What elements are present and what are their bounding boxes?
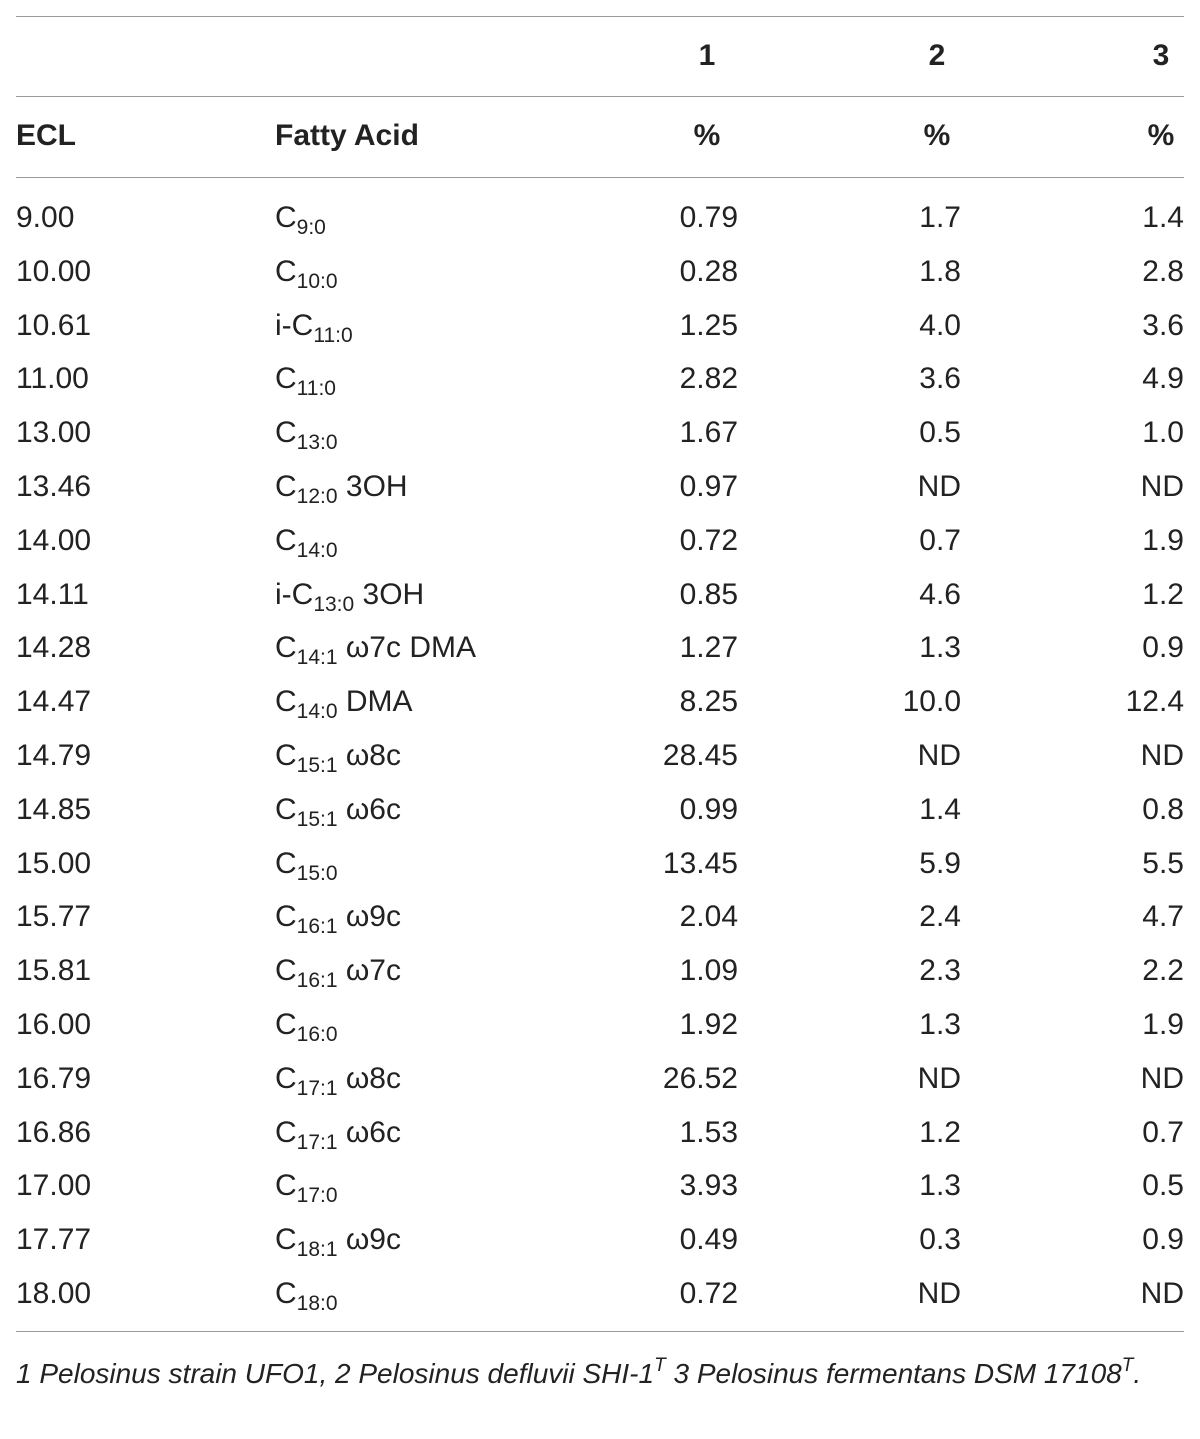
table-row: [0, 890, 1200, 944]
ecl-cell: 16.86: [16, 1115, 92, 1149]
fatty-acid-subscript: 14:0: [296, 700, 338, 724]
fatty-acid-subscript: 15:0: [296, 861, 338, 885]
strain-2-value: 1.8: [919, 254, 961, 288]
fatty-acid-subscript: 17:1: [296, 1130, 338, 1154]
fatty-acid-subscript: 16:1: [296, 969, 338, 993]
table-row: [0, 621, 1200, 675]
strain-2-value: 2.3: [919, 954, 961, 988]
strain-1-value: 1.67: [679, 416, 738, 450]
strain-3-value: ND: [1140, 1277, 1184, 1310]
ecl-cell: 13.00: [16, 416, 92, 450]
fatty-acid-subscript: 16:0: [296, 1023, 338, 1046]
strain-1-value: 0.49: [679, 1223, 738, 1257]
strain-2-value: 0.7: [919, 523, 961, 557]
strain-2-value: 1.3: [919, 631, 961, 665]
strain-3-value: 0.5: [1142, 1169, 1184, 1203]
strain-1-value: 0.72: [679, 1277, 738, 1310]
strain-1-value: 1.92: [679, 1008, 738, 1041]
ecl-cell: 9.00: [16, 201, 75, 234]
strain-1-value: 1.25: [679, 308, 738, 342]
ecl-cell: 17.77: [16, 1223, 92, 1257]
strain-1-value: 3.93: [679, 1169, 738, 1203]
ecl-cell: 10.61: [16, 308, 92, 342]
fatty-acid-cell: [275, 406, 338, 463]
header-strain-3: 3: [1152, 39, 1170, 72]
table-row: [0, 245, 1200, 299]
strain-2-value: 5.9: [919, 846, 961, 880]
fatty-acid-cell: [275, 1213, 401, 1270]
table-row: [0, 299, 1200, 353]
ecl-cell: 14.85: [16, 792, 92, 826]
fatty-acid-cell: [275, 998, 338, 1055]
table-row: [0, 406, 1200, 460]
header-row-strains: [0, 29, 1200, 83]
fatty-acid-suffix: ω7c: [337, 954, 401, 988]
strain-2-value: ND: [917, 739, 961, 772]
strain-3-value: 0.9: [1142, 631, 1184, 665]
fatty-acid-suffix: ω8c: [337, 1061, 401, 1095]
fatty-acid-subscript: 17:0: [296, 1184, 338, 1208]
strain-1-value: 8.25: [679, 685, 738, 719]
table-row: [0, 998, 1200, 1052]
strain-1-value: 1.27: [679, 631, 738, 665]
fatty-acid-cell: [275, 729, 401, 786]
fatty-acid-subscript: 11:0: [313, 323, 353, 347]
strain-3-value: 1.9: [1142, 523, 1184, 557]
strain-3-value: ND: [1140, 1061, 1184, 1095]
fatty-acid-base: C: [275, 523, 297, 557]
footnote-text-2: 3 Pelosinus fermentans DSM 17108: [665, 1358, 1122, 1389]
fatty-acid-base: C: [275, 954, 297, 988]
fatty-acid-base: C: [275, 470, 297, 503]
strain-3-value: 0.9: [1142, 1223, 1184, 1257]
fatty-acid-base: C: [275, 1223, 297, 1257]
header-unit-2: %: [923, 119, 951, 152]
fatty-acid-suffix: ω7c DMA: [337, 631, 476, 665]
strain-2-value: 3.6: [919, 362, 961, 396]
fatty-acid-base: C: [275, 254, 297, 288]
strain-1-value: 2.04: [679, 900, 738, 934]
fatty-acid-cell: [275, 783, 401, 840]
fatty-acid-base: C: [275, 1115, 297, 1149]
fatty-acid-cell: [275, 245, 338, 302]
fatty-acid-base: C: [275, 1277, 297, 1310]
strain-2-value: 1.7: [919, 201, 961, 234]
strain-2-value: 1.2: [919, 1115, 961, 1149]
strain-2-value: 2.4: [919, 900, 961, 934]
strain-3-value: 1.4: [1142, 201, 1184, 234]
strain-2-value: 4.0: [919, 308, 961, 342]
fatty-acid-cell: [275, 568, 424, 625]
fatty-acid-cell: [275, 890, 401, 947]
fatty-acid-base: C: [275, 1061, 297, 1095]
fatty-acid-cell: [275, 1267, 338, 1324]
fatty-acid-suffix: 3OH: [354, 577, 425, 611]
ecl-cell: 16.79: [16, 1061, 92, 1095]
table-row: [0, 837, 1200, 891]
table-row: [0, 729, 1200, 783]
fatty-acid-cell: [275, 191, 326, 248]
table-row: [0, 1052, 1200, 1106]
ecl-cell: 14.47: [16, 685, 92, 719]
table-row: [0, 1106, 1200, 1160]
strain-2-value: 1.3: [919, 1169, 961, 1203]
fatty-acid-suffix: ω6c: [337, 792, 401, 826]
table-row: [0, 352, 1200, 406]
ecl-cell: 15.00: [16, 846, 92, 880]
strain-3-value: 1.2: [1142, 577, 1184, 611]
strain-2-value: 10.0: [902, 685, 961, 719]
fatty-acid-subscript: 9:0: [296, 216, 326, 239]
table-row: [0, 191, 1200, 245]
ecl-cell: 13.46: [16, 470, 92, 503]
strain-2-value: 0.5: [919, 416, 961, 450]
fatty-acid-base: C: [275, 900, 297, 934]
fatty-acid-cell: [275, 675, 413, 732]
strain-3-value: ND: [1140, 470, 1184, 503]
strain-3-value: 2.2: [1142, 954, 1184, 988]
ecl-cell: 14.00: [16, 523, 92, 557]
header-unit-1: %: [693, 119, 721, 152]
footnote-text-1: 1 Pelosinus strain UFO1, 2 Pelosinus defluvii SHI-1: [16, 1358, 655, 1389]
header-strain-1: 1: [698, 39, 716, 72]
fatty-acid-suffix: ω9c: [337, 900, 401, 934]
fatty-acid-cell: [275, 837, 338, 894]
footnote-sup-2: T: [1121, 1355, 1134, 1376]
fatty-acid-subscript: 13:0: [313, 592, 355, 616]
fatty-acid-suffix: DMA: [337, 685, 413, 719]
fatty-acid-cell: [275, 460, 408, 517]
fatty-acid-suffix: ω8c: [337, 739, 401, 772]
fatty-acid-cell: [275, 352, 336, 409]
fatty-acid-cell: [275, 1106, 401, 1163]
fatty-acid-subscript: 18:1: [296, 1238, 338, 1262]
table-row: [0, 1159, 1200, 1213]
strain-2-value: 0.3: [919, 1223, 961, 1257]
fatty-acid-subscript: 16:1: [296, 915, 338, 939]
ecl-cell: 14.28: [16, 631, 92, 665]
ecl-cell: 17.00: [16, 1169, 92, 1203]
fatty-acid-subscript: 11:0: [296, 377, 336, 401]
strain-3-value: 0.8: [1142, 792, 1184, 826]
strain-3-value: 0.7: [1142, 1115, 1184, 1149]
strain-3-value: 1.9: [1142, 1008, 1184, 1041]
fatty-acid-base: C: [275, 685, 297, 719]
strain-2-value: 4.6: [919, 577, 961, 611]
table-top-rule: [16, 16, 1184, 17]
strain-3-value: 3.6: [1142, 308, 1184, 342]
header-ecl: ECL: [16, 119, 76, 152]
strain-1-value: 1.09: [679, 954, 738, 988]
strain-1-value: 1.53: [679, 1115, 738, 1149]
fatty-acid-base: C: [275, 1169, 297, 1203]
ecl-cell: 18.00: [16, 1277, 92, 1310]
strain-1-value: 0.72: [679, 523, 738, 557]
ecl-cell: 14.11: [16, 577, 89, 611]
fatty-acid-base: i-C: [275, 308, 314, 342]
footnote-text-3: .: [1133, 1358, 1142, 1389]
table-row: [0, 1267, 1200, 1321]
fatty-acid-subscript: 15:1: [296, 754, 338, 777]
fatty-acid-base: i-C: [275, 577, 314, 611]
fatty-acid-subscript: 14:1: [296, 646, 338, 670]
fatty-acid-subscript: 12:0: [296, 485, 338, 508]
table-row: [0, 783, 1200, 837]
fatty-acid-base: C: [275, 416, 297, 450]
strain-1-value: 0.28: [679, 254, 738, 288]
strain-3-value: 5.5: [1142, 846, 1184, 880]
header-mid-rule: [16, 96, 1184, 97]
strain-1-value: 28.45: [662, 739, 738, 772]
header-row-columns: [0, 109, 1200, 163]
fatty-acid-base: C: [275, 201, 297, 234]
strain-2-value: 1.4: [919, 792, 961, 826]
fatty-acid-base: C: [275, 846, 297, 880]
strain-3-value: 4.7: [1142, 900, 1184, 934]
fatty-acid-base: C: [275, 739, 297, 772]
table-row: [0, 568, 1200, 622]
table-row: [0, 944, 1200, 998]
table-row: [0, 1213, 1200, 1267]
fatty-acid-subscript: 15:1: [296, 807, 338, 831]
strain-2-value: 1.3: [919, 1008, 961, 1041]
strain-1-value: 26.52: [662, 1061, 738, 1095]
fatty-acid-cell: [275, 299, 353, 356]
fatty-acid-suffix: 3OH: [337, 470, 408, 503]
fatty-acid-subscript: 13:0: [296, 431, 338, 455]
fatty-acid-subscript: 18:0: [296, 1292, 338, 1315]
header-fatty-acid: Fatty Acid: [275, 119, 419, 152]
table-row: [0, 675, 1200, 729]
fatty-acid-base: C: [275, 1008, 297, 1041]
fatty-acid-cell: [275, 621, 476, 678]
fatty-acid-subscript: 17:1: [296, 1076, 338, 1100]
strain-3-value: 1.0: [1142, 416, 1184, 450]
fatty-acid-cell: [275, 514, 338, 571]
fatty-acid-cell: [275, 944, 401, 1001]
strain-3-value: 12.4: [1125, 685, 1184, 719]
strain-1-value: 0.97: [679, 470, 738, 503]
ecl-cell: 11.00: [16, 362, 89, 396]
fatty-acid-suffix: ω6c: [337, 1115, 401, 1149]
table-row: [0, 514, 1200, 568]
strain-3-value: 4.9: [1142, 362, 1184, 396]
fatty-acid-cell: [275, 1052, 401, 1109]
strain-1-value: 0.79: [679, 201, 738, 234]
strain-1-value: 2.82: [679, 362, 738, 396]
ecl-cell: 15.81: [16, 954, 92, 988]
fatty-acid-subscript: 10:0: [296, 269, 338, 293]
fatty-acid-suffix: ω9c: [337, 1223, 401, 1257]
strain-3-value: 2.8: [1142, 254, 1184, 288]
fatty-acid-base: C: [275, 792, 297, 826]
ecl-cell: 14.79: [16, 739, 92, 772]
strain-2-value: ND: [917, 1061, 961, 1095]
strain-1-value: 0.99: [679, 792, 738, 826]
ecl-cell: 15.77: [16, 900, 92, 934]
ecl-cell: 10.00: [16, 254, 92, 288]
header-strain-2: 2: [928, 39, 946, 72]
footnote-sup-1: T: [654, 1355, 666, 1376]
table-row: [0, 460, 1200, 514]
strain-2-value: ND: [917, 1277, 961, 1310]
fatty-acid-subscript: 14:0: [296, 538, 338, 562]
fatty-acid-cell: [275, 1159, 338, 1216]
fatty-acid-base: C: [275, 631, 297, 665]
strain-2-value: ND: [917, 470, 961, 503]
table-bottom-rule: [16, 1331, 1184, 1332]
fatty-acid-base: C: [275, 362, 297, 396]
ecl-cell: 16.00: [16, 1008, 92, 1041]
table-footnote: [16, 1355, 1184, 1397]
strain-1-value: 0.85: [679, 577, 738, 611]
strain-1-value: 13.45: [662, 846, 738, 880]
header-bottom-rule: [16, 177, 1184, 178]
header-unit-3: %: [1147, 119, 1175, 152]
strain-3-value: ND: [1140, 739, 1184, 772]
